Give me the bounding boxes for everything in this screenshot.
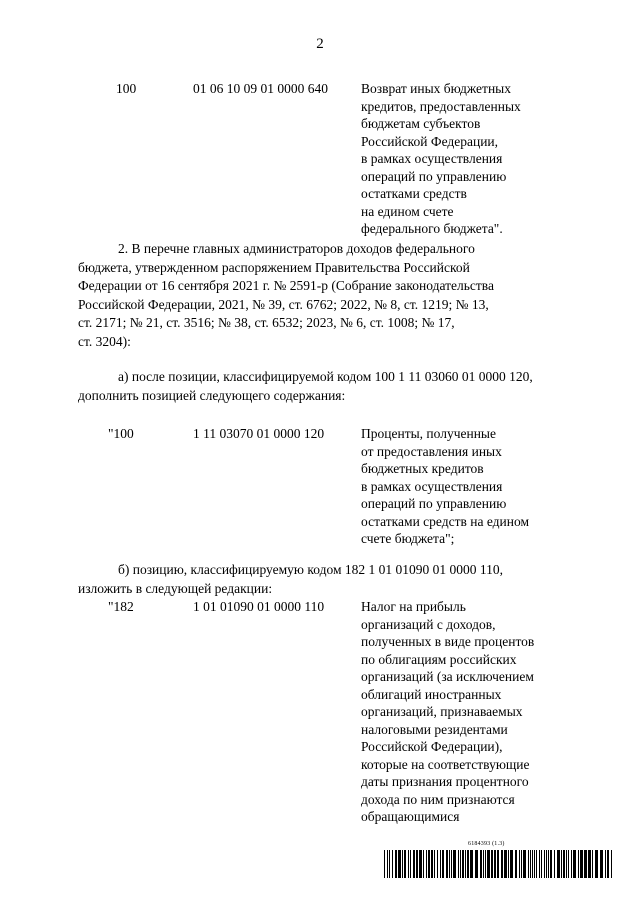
row1-desc-line: операций по управлению bbox=[361, 168, 507, 184]
row3-desc-line: полученных в виде процентов bbox=[361, 634, 535, 649]
row1-desc-line: Возврат иных бюджетных bbox=[361, 81, 511, 96]
paragraph-line: дополнить позицией следующего содержания: bbox=[78, 387, 346, 403]
row3-desc-line: Налог на прибыль bbox=[361, 599, 466, 614]
row3-class-code: 1 01 01090 01 0000 110 bbox=[193, 599, 325, 614]
paragraph-line: Федерации от 16 сентября 2021 г. № 2591-р (Собрание законодательства bbox=[78, 278, 494, 293]
row3-desc-line: даты признания процентного bbox=[361, 774, 529, 789]
row2-desc-line: счете бюджета"; bbox=[361, 531, 455, 546]
item-b-paragraph bbox=[78, 561, 564, 598]
row1-description bbox=[361, 80, 521, 238]
paragraph-line: 2. В перечне главных администраторов доходов федерального bbox=[118, 241, 475, 256]
row3-desc-line: налоговыми резидентами bbox=[361, 721, 508, 737]
paragraph-line: Российской Федерации, 2021, № 39, ст. 6762; 2022, № 8, ст. 1219; № 13, bbox=[78, 296, 489, 312]
row3-desc-line: организаций (за исключением bbox=[361, 669, 534, 684]
row2-desc-line: от предоставления иных bbox=[361, 443, 502, 459]
row3-desc-line: Российской Федерации), bbox=[361, 739, 503, 754]
item-a-paragraph bbox=[78, 368, 564, 405]
paragraph-line: б) позицию, классифицируемую кодом 182 1 01 01090 01 0000 110, bbox=[118, 562, 504, 577]
paragraph-line: ст. 3204): bbox=[78, 333, 131, 349]
row2-desc-line: бюджетных кредитов bbox=[361, 461, 484, 476]
barcode-number: 6184393 (1.3) bbox=[468, 841, 505, 847]
row1-admin-code: 100 bbox=[116, 81, 137, 96]
section2-paragraph bbox=[78, 240, 564, 351]
paragraph-line: ст. 2171; № 21, ст. 3516; № 38, ст. 6532; 2023, № 6, ст. 1008; № 17, bbox=[78, 315, 455, 330]
page-number: 2 bbox=[316, 36, 324, 52]
row3-desc-line: облигаций иностранных bbox=[361, 686, 502, 702]
row1-desc-line: Российской Федерации, bbox=[361, 133, 499, 149]
row3-desc-line: по облигациям российских bbox=[361, 651, 517, 667]
row2-admin-code: "100 bbox=[108, 426, 134, 441]
row2-desc-line: в рамках осуществления bbox=[361, 478, 503, 494]
paragraph-line: бюджета, утвержденном распоряжением Правительства Российской bbox=[78, 259, 470, 275]
row1-desc-line: федерального бюджета". bbox=[361, 221, 503, 236]
row3-desc-line: организаций с доходов, bbox=[361, 616, 496, 632]
row3-description bbox=[361, 598, 534, 826]
row1-desc-line: остатками средств bbox=[361, 186, 467, 201]
row2-class-code: 1 11 03070 01 0000 120 bbox=[193, 426, 325, 441]
paragraph-line: изложить в следующей редакции: bbox=[78, 580, 273, 596]
row2-desc-line: остатками средств на едином bbox=[361, 513, 529, 529]
barcode bbox=[384, 850, 612, 878]
row1-desc-line: в рамках осуществления bbox=[361, 151, 503, 166]
row3-desc-line: организаций, признаваемых bbox=[361, 704, 523, 719]
row1-class-code: 01 06 10 09 01 0000 640 bbox=[193, 81, 328, 96]
row1-desc-line: бюджетам субъектов bbox=[361, 116, 481, 131]
row1-desc-line: кредитов, предоставленных bbox=[361, 98, 521, 114]
row2-desc-line: операций по управлению bbox=[361, 496, 507, 511]
row3-desc-line: обращающимися bbox=[361, 809, 460, 824]
row1-desc-line: на едином счете bbox=[361, 203, 454, 219]
row2-desc-line: Проценты, полученные bbox=[361, 426, 496, 441]
paragraph-line: а) после позиции, классифицируемой кодом 100 1 11 03060 01 0000 120, bbox=[118, 369, 533, 384]
row2-description bbox=[361, 425, 529, 548]
row3-desc-line: которые на соответствующие bbox=[361, 756, 530, 772]
row3-desc-line: дохода по ним признаются bbox=[361, 791, 515, 807]
row3-admin-code: "182 bbox=[108, 599, 134, 614]
